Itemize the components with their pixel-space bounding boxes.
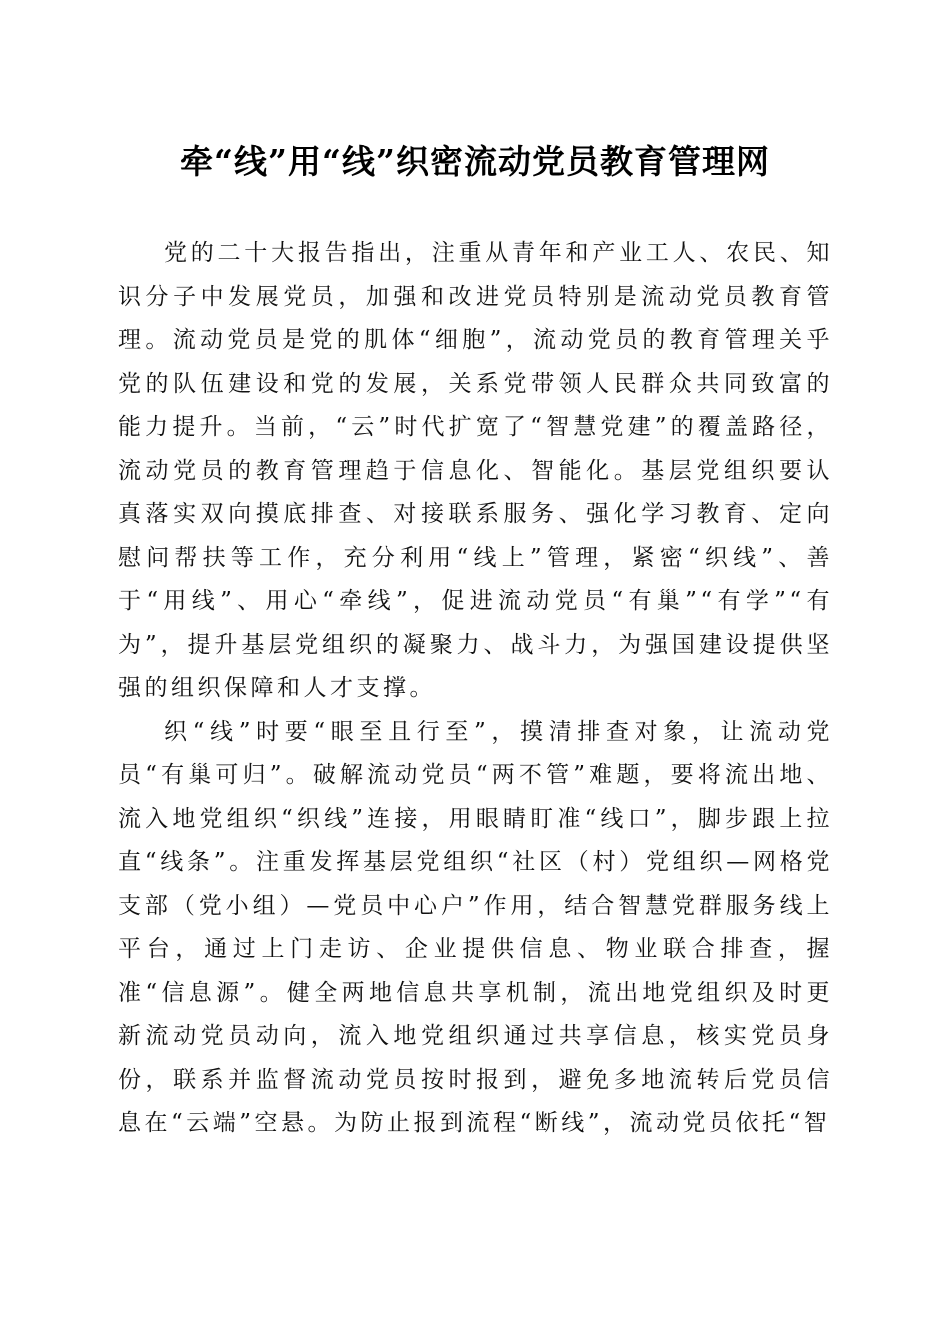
document-body [118,232,833,1146]
paragraph-weave-line: 织“线”时要“眼至且行至”，摸清排查对象，让流动党员“有巢可归”。破解流动党员“两不管”难题，要将流出地、流入地党组织“织线”连接，用眼睛盯准“线口”，脚步跟上拉直“线条”。注重发挥基层党组织“社区（村）党组织—网格党支部（党小组）—党员中心户”作用，结合智慧党群服务线上平台，通过上门走访、企业提供信息、物业联合排查，握准“信息源”。健全两地信息共享机制，流出地党组织及时更新流动党员动向，流入地党组织通过共享信息，核实党员身份，联系并监督流动党员按时报到，避免多地流转后党员信息在“云端”空悬。为防止报到流程“断线”，流动党员依托“智 [118,718,833,1136]
document-title: 牵“线”用“线”织密流动党员教育管理网 [180,142,770,181]
paragraph-intro: 党的二十大报告指出，注重从青年和产业工人、农民、知识分子中发展党员，加强和改进党员特别是流动党员教育管理。流动党员是党的肌体“细胞”，流动党员的教育管理关乎党的队伍建设和党的发展，关系党带领人民群众共同致富的能力提升。当前，“云”时代扩宽了“智慧党建”的覆盖路径，流动党员的教育管理趋于信息化、智能化。基层党组织要认真落实双向摸底排查、对接联系服务、强化学习教育、定向慰问帮扶等工作，充分利用“线上”管理，紧密“织线”、善于“用线”、用心“牵线”，促进流动党员“有巢”“有学”“有为”，提升基层党组织的凝聚力、战斗力，为强国建设提供坚强的组织保障和人才支撑。 [118,240,833,701]
